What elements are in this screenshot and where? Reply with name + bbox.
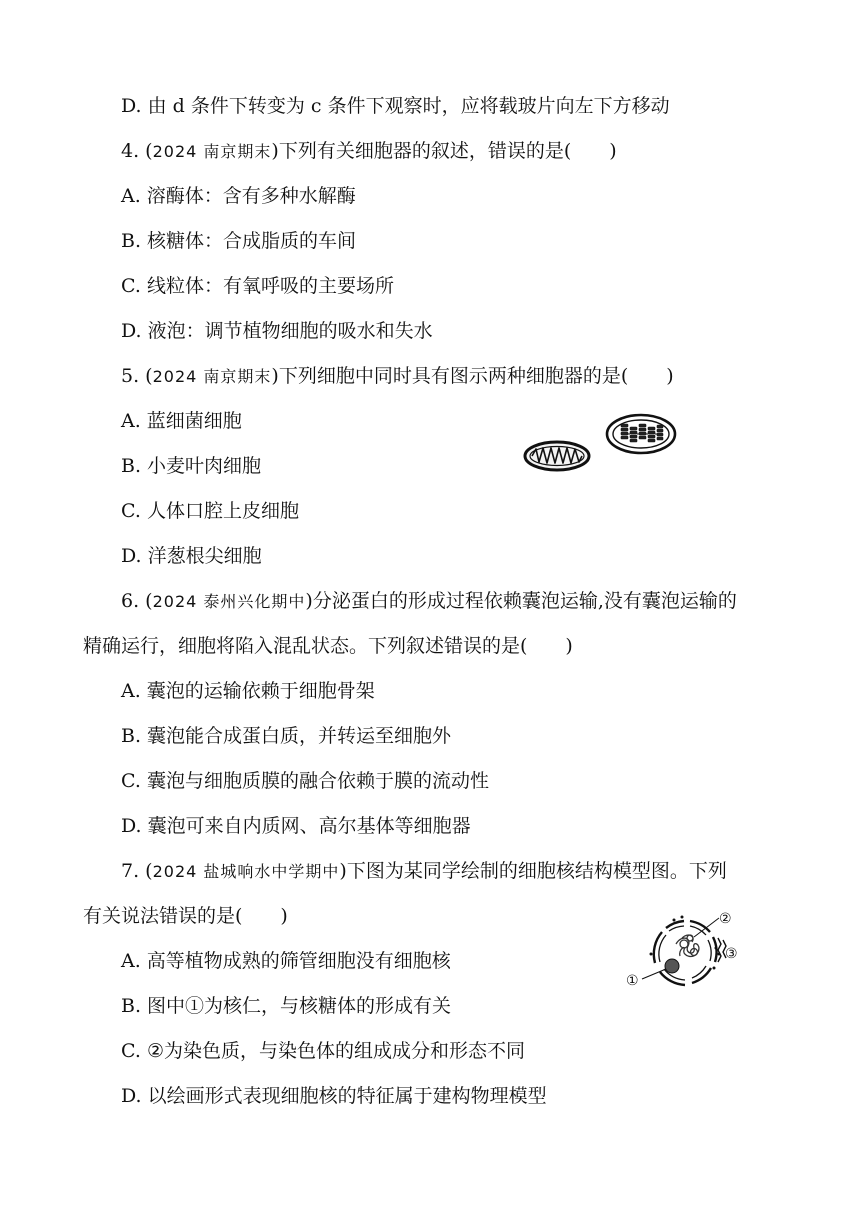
chromatin-shape — [676, 935, 699, 956]
q5-option-a: A. 蓝细菌细胞 — [121, 410, 242, 432]
q5-stem-text: )下列细胞中同时具有图示两种细胞器的是( ) — [271, 365, 674, 387]
q4-stem-text: )下列有关细胞器的叙述，错误的是( ) — [271, 140, 617, 162]
q5-option-d: D. 洋葱根尖细胞 — [121, 545, 262, 567]
q7-source: 2024 盐城响水中学期中 — [152, 862, 340, 881]
chloroplast-icon — [607, 415, 675, 453]
q5-option-c: C. 人体口腔上皮细胞 — [121, 500, 299, 522]
q4-stem — [121, 139, 617, 164]
q6-number: 6. — [121, 590, 140, 612]
label-3: ③ — [725, 946, 738, 962]
q7-stem-text: )下图为某同学绘制的细胞核结构模型图。下列 — [339, 860, 727, 882]
label-1: ① — [626, 973, 639, 989]
q4-source: 2024 南京期末 — [152, 142, 272, 161]
q7-option-b: B. 图中①为核仁，与核糖体的形成有关 — [121, 995, 452, 1017]
q4-option-b: B. 核糖体：合成脂质的车间 — [121, 230, 357, 252]
nuclear-envelope — [654, 921, 717, 985]
q6-stem-text: )分泌蛋白的形成过程依赖囊泡运输,没有囊泡运输的 — [305, 590, 737, 612]
q7-option-d: D. 以绘画形式表现细胞核的特征属于建构物理模型 — [121, 1085, 547, 1107]
q6-option-c: C. 囊泡与细胞质膜的融合依赖于膜的流动性 — [121, 770, 489, 792]
q7-number: 7. — [121, 860, 140, 882]
q7-option-c: C. ②为染色质，与染色体的组成成分和形态不同 — [121, 1040, 525, 1062]
q3-option-d: D. 由 d 条件下转变为 c 条件下观察时，应将载玻片向左下方移动 — [121, 95, 670, 117]
mitochondrion-icon — [525, 442, 589, 470]
q5-source: 2024 南京期末 — [152, 367, 272, 386]
q6-stem-line2: 精确运行，细胞将陷入混乱状态。下列叙述错误的是( ) — [83, 635, 573, 657]
q5-option-b: B. 小麦叶肉细胞 — [121, 455, 262, 477]
q6-source: 2024 泰州兴化期中 — [152, 592, 306, 611]
label-2: ② — [719, 911, 732, 927]
q4-number: 4. — [121, 140, 140, 162]
q7-paren-open: ( — [139, 860, 153, 882]
q4-paren-open: ( — [139, 140, 153, 162]
q4-option-d: D. 液泡：调节植物细胞的吸水和失水 — [121, 320, 433, 342]
nucleus-model-figure — [622, 908, 742, 994]
q6-stem — [121, 589, 737, 614]
organelle-figure — [522, 412, 682, 478]
q5-stem — [121, 364, 674, 389]
q7-stem — [121, 859, 727, 884]
nucleolus-shape — [665, 959, 679, 973]
q4-option-a: A. 溶酶体：含有多种水解酶 — [121, 185, 356, 207]
q6-option-a: A. 囊泡的运输依赖于细胞骨架 — [121, 680, 375, 702]
q6-option-b: B. 囊泡能合成蛋白质，并转运至细胞外 — [121, 725, 452, 747]
q5-paren-open: ( — [139, 365, 153, 387]
q7-stem-line2: 有关说法错误的是( ) — [83, 905, 288, 927]
q5-number: 5. — [121, 365, 140, 387]
q6-option-d: D. 囊泡可来自内质网、高尔基体等细胞器 — [121, 815, 471, 837]
q6-paren-open: ( — [139, 590, 153, 612]
q4-option-c: C. 线粒体：有氧呼吸的主要场所 — [121, 275, 394, 297]
q7-option-a: A. 高等植物成熟的筛管细胞没有细胞核 — [121, 950, 451, 972]
